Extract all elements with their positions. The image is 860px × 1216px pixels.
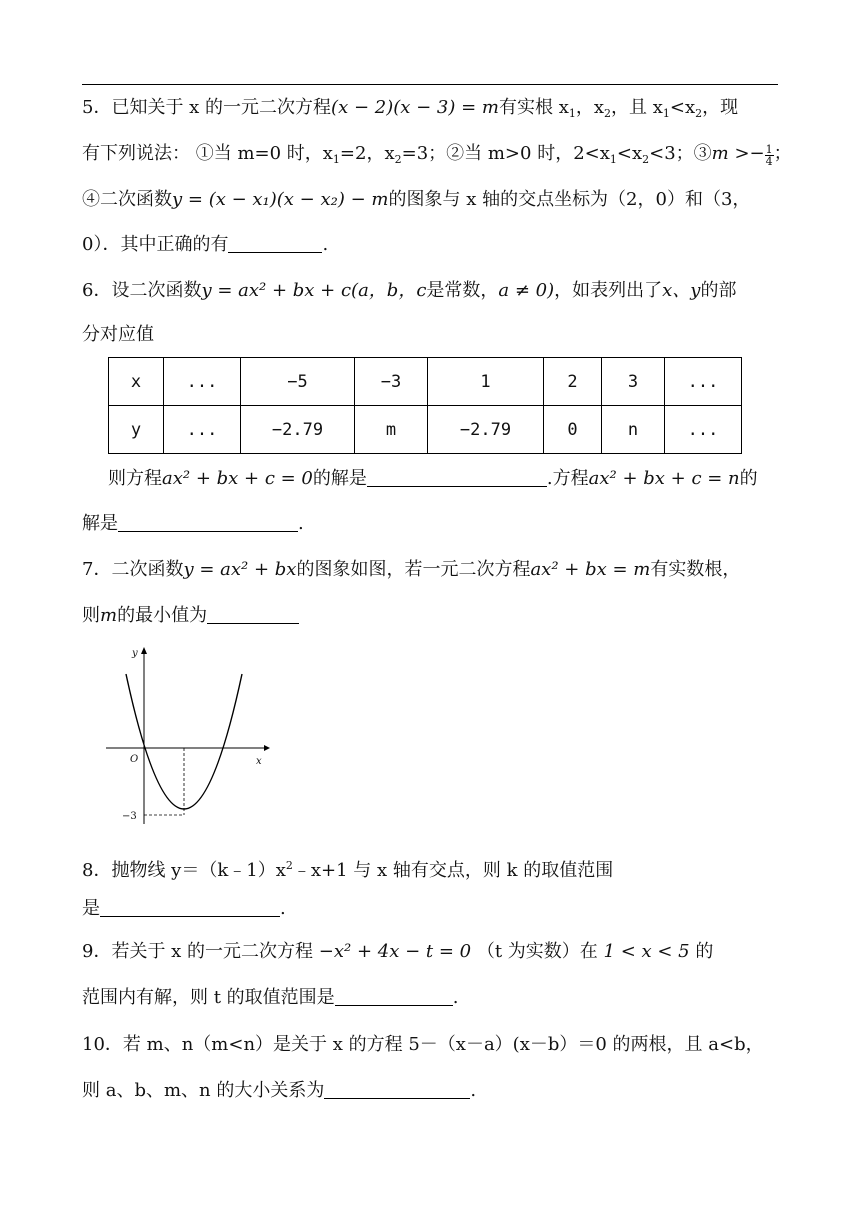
q8-line-1 xyxy=(82,854,782,883)
q5-text: 0）．其中正确的有 xyxy=(82,234,229,255)
q10-text: 则 a、b、m、n 的大小关系为 xyxy=(82,1080,325,1101)
q5-text: =2，x xyxy=(339,143,395,164)
q6-variables: x、y xyxy=(662,280,701,301)
q10-line-2 xyxy=(82,1079,782,1103)
q6-text: 是常数， xyxy=(426,280,499,301)
q9-equation: −x² + 4x − t = 0 xyxy=(318,941,472,962)
fraction-denominator: 4 xyxy=(765,155,773,168)
q5-line-4 xyxy=(82,233,782,257)
q5-line-3 xyxy=(82,188,782,212)
q6-condition: a ≠ 0) xyxy=(498,280,555,301)
table-cell: 0 xyxy=(544,406,602,454)
table-cell: ... xyxy=(164,358,241,406)
subscript: 1 xyxy=(332,153,340,166)
table-cell: m xyxy=(355,406,428,454)
q9-text: （t 为实数）在 xyxy=(471,941,604,962)
q6-text: 分对应值 xyxy=(82,324,154,345)
table-cell: −5 xyxy=(241,358,355,406)
q5-number: 5． xyxy=(82,97,112,118)
q6-text: 的解是 xyxy=(312,468,367,489)
q6-text: 的部 xyxy=(700,280,737,301)
subscript: 2 xyxy=(642,153,650,166)
q9-line-2 xyxy=(82,986,782,1010)
q5-line-2 xyxy=(82,142,792,172)
origin-label: O xyxy=(130,754,139,765)
q6-text: .方程 xyxy=(546,468,589,489)
superscript: 2 xyxy=(285,859,293,872)
q10-text: 若 m、n（m<n）是关于 x 的方程 5－（x－a）(x－b）＝0 的两根，且 a<b， xyxy=(122,1034,764,1055)
q9-number: 9． xyxy=(82,941,112,962)
q8-number: 8． xyxy=(82,860,112,881)
q6-line-2 xyxy=(82,323,782,347)
table-cell: −3 xyxy=(355,358,428,406)
q5-text: ，且 x xyxy=(611,97,663,118)
table-cell: −2.79 xyxy=(241,406,355,454)
q7-equation: ax² + bx = m xyxy=(530,559,651,580)
table-cell: ... xyxy=(164,406,241,454)
table-cell: 2 xyxy=(544,358,602,406)
q6-answer-blank-2[interactable] xyxy=(118,513,298,532)
q7-text: 有实数根， xyxy=(650,559,741,580)
table-row xyxy=(109,358,742,406)
q8-text: ﹣x+1 与 x 轴有交点，则 k 的取值范围 xyxy=(292,860,614,881)
q5-text: <x xyxy=(669,97,696,118)
fraction-one-quarter xyxy=(765,144,774,167)
q7-variable: m xyxy=(100,605,118,626)
q6-text: 设二次函数 xyxy=(111,280,202,301)
subscript: 2 xyxy=(394,153,402,166)
q7-line-1 xyxy=(82,558,782,582)
q8-answer-blank[interactable] xyxy=(100,898,280,917)
subscript: 1 xyxy=(662,107,670,120)
q6-line-4 xyxy=(82,512,782,536)
q9-text: 范围内有解，则 t 的取值范围是 xyxy=(82,987,335,1008)
table-cell: x xyxy=(109,358,164,406)
q7-answer-blank[interactable] xyxy=(207,605,299,624)
q6-answer-blank-1[interactable] xyxy=(367,468,547,487)
q7-text: 二次函数 xyxy=(111,559,184,580)
q5-text: ，现 xyxy=(702,97,739,118)
header-rule xyxy=(82,84,778,85)
subscript: 2 xyxy=(695,107,703,120)
q6-value-table xyxy=(108,357,742,454)
min-value-label: −3 xyxy=(122,811,137,822)
q6-text: . xyxy=(298,513,304,534)
q8-text: 是 xyxy=(82,898,100,919)
q9-text: . xyxy=(452,987,459,1008)
q7-text: 则 xyxy=(82,605,100,626)
q6-line-1 xyxy=(82,279,782,303)
y-axis-arrow xyxy=(141,647,147,654)
q6-function: y = ax² + bx + c(a，b，c xyxy=(201,280,427,301)
q5-text: ，x xyxy=(575,97,605,118)
q7-line-2 xyxy=(82,604,782,628)
table-cell: 1 xyxy=(428,358,544,406)
q5-text: ； xyxy=(773,143,792,164)
q9-interval: 1 < x < 5 xyxy=(603,941,690,962)
subscript: 1 xyxy=(568,107,576,120)
q6-text: 则方程 xyxy=(108,468,162,489)
x-axis-label: x xyxy=(256,756,262,767)
q10-text: . xyxy=(470,1080,477,1101)
q5-answer-blank[interactable] xyxy=(228,234,322,253)
q5-function: y = (x − x₁)(x − x₂) − m xyxy=(172,189,389,210)
q9-text: 若关于 x 的一元二次方程 xyxy=(111,941,319,962)
q5-equation: (x − 2)(x − 3) = m xyxy=(331,97,499,118)
q5-text: 的图象与 x 轴的交点坐标为（2，0）和（3， xyxy=(388,189,751,210)
q7-number: 7． xyxy=(82,559,112,580)
q5-text: . xyxy=(322,234,329,255)
table-cell: −2.79 xyxy=(428,406,544,454)
q9-line-1 xyxy=(82,940,782,964)
q7-text: 的图象如图，若一元二次方程 xyxy=(296,559,531,580)
q6-number: 6． xyxy=(82,280,112,301)
q5-inequality: m >− xyxy=(711,143,765,164)
table-cell: y xyxy=(109,406,164,454)
q5-text: 有实根 x xyxy=(499,97,569,118)
fraction-numerator: 1 xyxy=(765,143,773,156)
q5-text: 有下列说法： ①当 m=0 时，x xyxy=(82,143,333,164)
x-axis-arrow xyxy=(264,745,270,751)
q6-equation-2: ax² + bx + c = n xyxy=(588,468,740,489)
q6-equation: ax² + bx + c = 0 xyxy=(162,468,313,489)
q5-text: =3；②当 m>0 时，2<x xyxy=(401,143,610,164)
q7-text: 的最小值为 xyxy=(117,605,208,626)
q5-text: <3；③ xyxy=(649,143,712,164)
subscript: 1 xyxy=(609,153,617,166)
q5-text: 已知关于 x 的一元二次方程 xyxy=(111,97,332,118)
table-cell: n xyxy=(602,406,665,454)
q10-number: 10． xyxy=(82,1034,123,1055)
q5-line-1 xyxy=(82,96,782,126)
table-cell: 3 xyxy=(602,358,665,406)
q8-text: . xyxy=(280,898,286,919)
q8-line-2 xyxy=(82,897,782,921)
q6-line-3 xyxy=(108,467,808,491)
table-row xyxy=(109,406,742,454)
table-cell: ... xyxy=(665,358,742,406)
table-cell: ... xyxy=(665,406,742,454)
q6-text: ，如表列出了 xyxy=(554,280,663,301)
subscript: 2 xyxy=(604,107,612,120)
q10-line-1 xyxy=(82,1033,782,1057)
q9-text: 的 xyxy=(689,941,714,962)
q10-answer-blank[interactable] xyxy=(324,1080,470,1099)
q7-parabola-graph xyxy=(104,644,274,824)
y-axis-label: y xyxy=(132,648,138,659)
q5-text: ④二次函数 xyxy=(82,189,172,210)
q7-function: y = ax² + bx xyxy=(183,559,297,580)
q6-text: 的 xyxy=(739,468,758,489)
q6-text: 解是 xyxy=(82,513,118,534)
q9-answer-blank[interactable] xyxy=(335,987,453,1006)
q8-text: 抛物线 y＝（k﹣1）x xyxy=(111,860,286,881)
q5-text: <x xyxy=(616,143,643,164)
